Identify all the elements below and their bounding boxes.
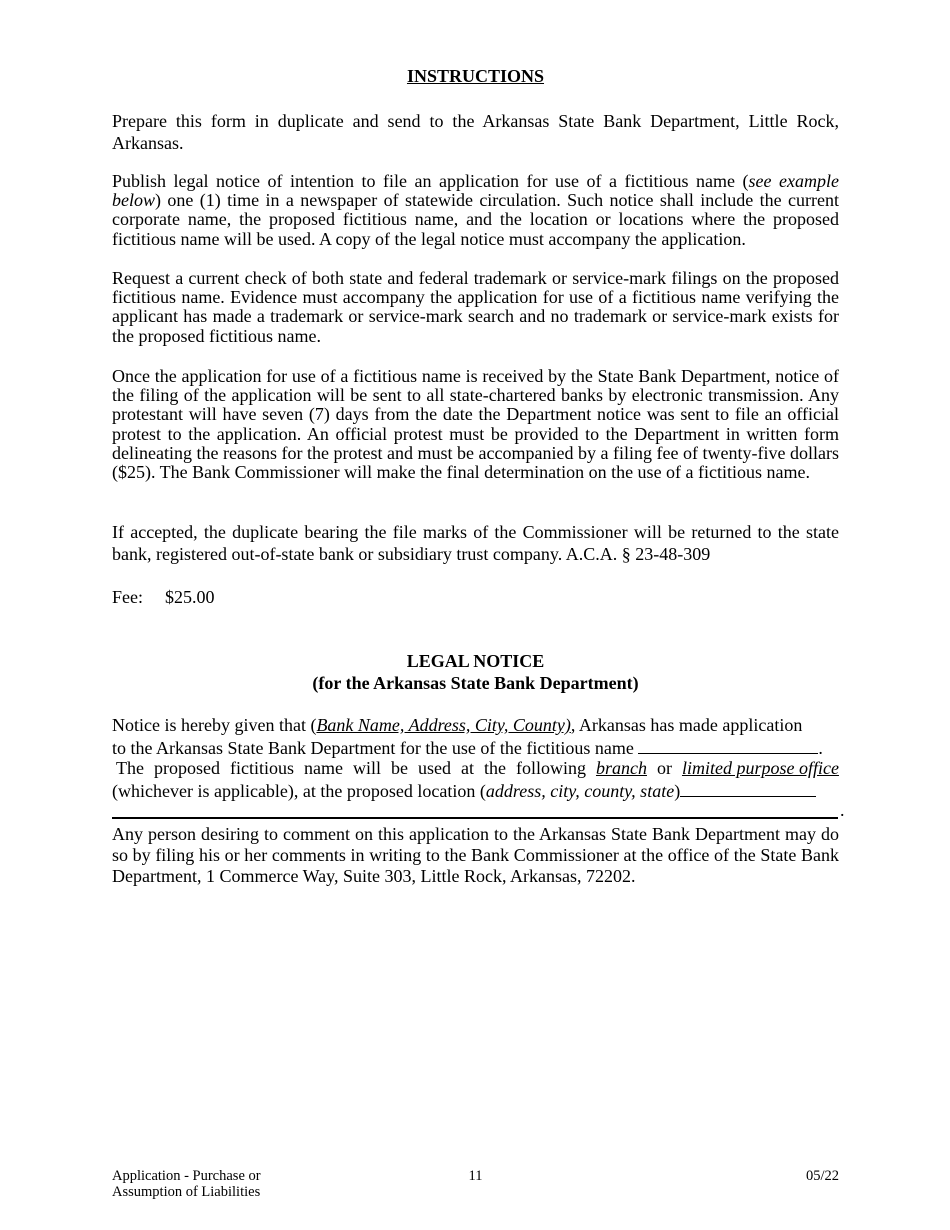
- notice-word: fictitious: [229, 758, 294, 778]
- legal-notice-title: LEGAL NOTICE: [406, 651, 545, 671]
- publish-text-emphasis: see example below: [112, 171, 839, 211]
- instruction-paragraph-acceptance: If accepted, the duplicate bearing the file marks of the Commissioner will be returned to the state bank, registered out-of-state bank or subsidiary trust company. A.C.A. § 23-48-309: [112, 522, 839, 564]
- notice-line-1-comma: , Arkansas has made application: [570, 715, 803, 735]
- legal-notice-heading: [112, 651, 839, 694]
- notice-word: will: [352, 758, 381, 778]
- notice-word-or: or: [656, 758, 672, 778]
- notice-word: following: [515, 758, 586, 778]
- footer-revision-date: 05/22: [805, 1168, 839, 1184]
- limited-purpose-office-option: limited purpose office: [681, 758, 839, 778]
- notice-line-1-lead: [112, 715, 802, 737]
- notice-word: The: [116, 758, 144, 778]
- footer-form-name-line-1: Application - Purchase or: [112, 1168, 261, 1184]
- notice-word: be: [390, 758, 408, 778]
- document-page: [112, 0, 845, 1230]
- instruction-paragraph-trademark: Request a current check of both state and federal trademark or service-mark filings on the proposed fictitious name. Evidence must accompany the application for use of a fictitious name verifying the applicant has made a trademark or service-mark search and no trademark or service-mark exists for the proposed fictitious name.: [112, 268, 839, 346]
- legal-notice-subtitle: (for the Arkansas State Bank Department): [312, 672, 639, 693]
- notice-line-1: [112, 715, 839, 737]
- notice-word: proposed: [153, 758, 220, 778]
- notice-line-2-period: .: [818, 737, 823, 758]
- location-close-paren: ): [674, 780, 681, 801]
- notice-line-2: [112, 737, 839, 759]
- location-blank[interactable]: [680, 780, 816, 797]
- notice-line-4: [112, 780, 839, 802]
- notice-word: used: [417, 758, 451, 778]
- fee-amount: $25.00: [165, 587, 215, 607]
- instruction-paragraph-protest: Once the application for use of a fictitious name is received by the State Bank Department, notice of the filing of the application will be sent to all state-chartered banks by electronic transmission. Any protestant will have seven (7) days from the date the Department notice was sent to file an official protest to the application. An official protest must be provided to the Department in written form delineating the reasons for the protest and must be accompanied by a filing fee of twenty-five dollars ($25). The Bank Commissioner will make the final determination on the use of a fictitious name.: [112, 366, 839, 483]
- notice-word: name: [303, 758, 343, 778]
- publish-text-b: ) one (1) time in a newspaper of statewide circulation. Such notice shall include the current corporate name, the proposed fictitious name, and the location or locations where the proposed fictitious name will be used. A copy of the legal notice must accompany the application.: [112, 190, 839, 249]
- location-line-period: .: [840, 800, 845, 820]
- legal-notice-body: [112, 715, 839, 801]
- fictitious-name-text: to the Arkansas State Bank Department for the use of the fictitious name: [112, 737, 634, 758]
- location-placeholder: address, city, county, state: [485, 780, 675, 801]
- fictitious-name-blank[interactable]: [638, 737, 818, 754]
- footer-form-name-line-2: Assumption of Liabilities: [112, 1183, 261, 1200]
- fee-label: Fee:: [112, 587, 143, 607]
- notice-given-text: Notice is hereby given that (: [112, 715, 317, 735]
- bank-name-placeholder: Bank Name, Address, City, County): [316, 715, 571, 735]
- fee-line: [112, 588, 215, 607]
- location-blank-continued[interactable]: [112, 817, 838, 819]
- notice-word: the: [483, 758, 506, 778]
- notice-word: at: [460, 758, 474, 778]
- location-text: (whichever is applicable), at the proposed location (: [112, 780, 486, 801]
- instruction-paragraph-publish: [112, 172, 839, 249]
- publish-text-a: Publish legal notice of intention to file an application for use of a fictitious name (: [112, 171, 749, 191]
- notice-comment-paragraph: Any person desiring to comment on this application to the Arkansas State Bank Department may do so by filing his or her comments in writing to the Bank Commissioner at the office of the State Bank Department, 1 Commerce Way, Suite 303, Little Rock, Arkansas, 72202.: [112, 824, 839, 886]
- footer-page-number: 11: [468, 1168, 483, 1184]
- instruction-paragraph-prepare: Prepare this form in duplicate and send to the Arkansas State Bank Department, Little Rock, Arkansas.: [112, 111, 839, 153]
- notice-line-3: [112, 758, 839, 780]
- branch-option: branch: [595, 758, 647, 778]
- instructions-heading: INSTRUCTIONS: [406, 66, 545, 86]
